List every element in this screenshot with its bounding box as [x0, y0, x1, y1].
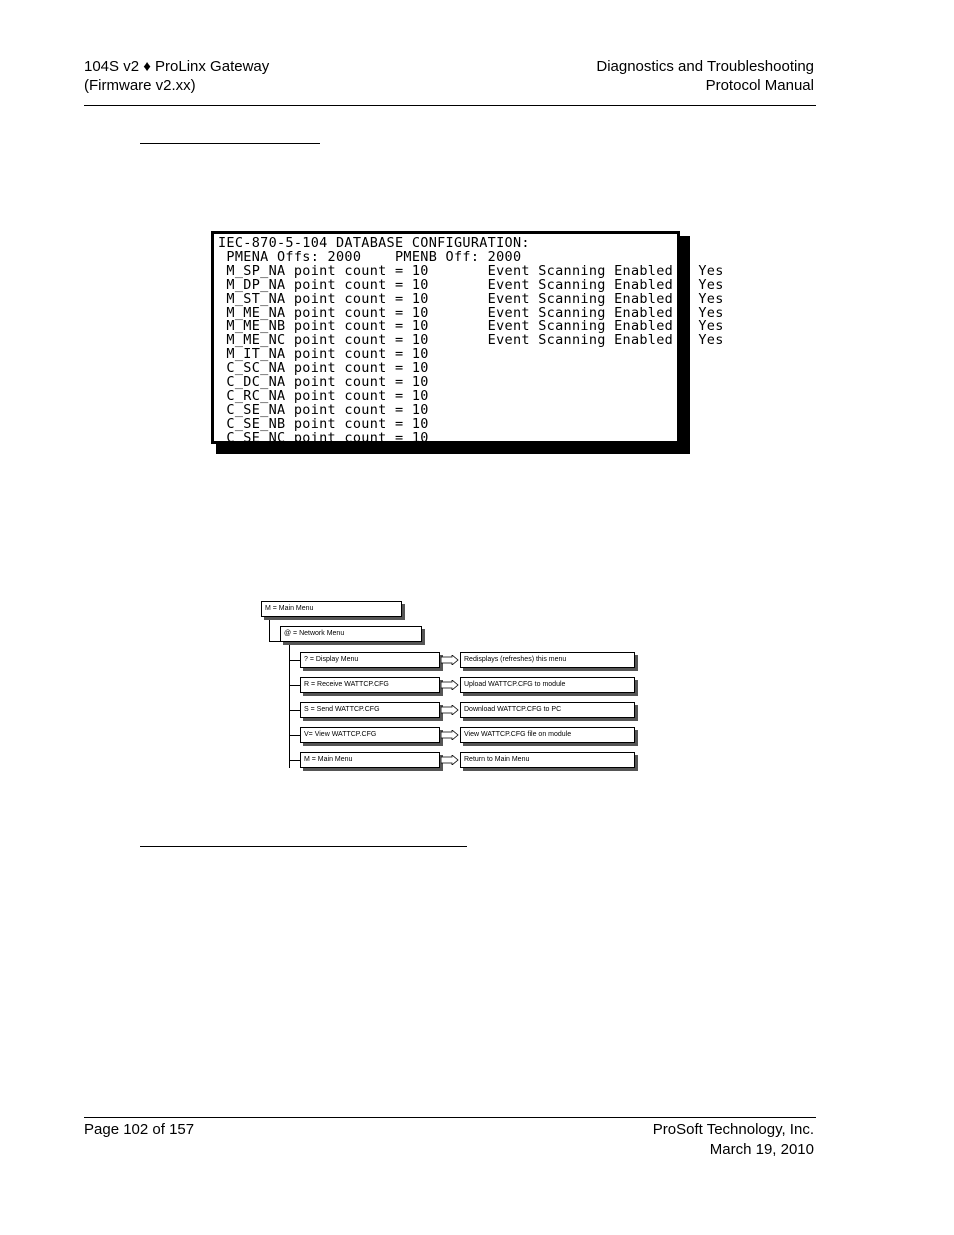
terminal-line: M_IT_NA point count = 10: [218, 346, 429, 363]
section-heading-underline-2: [140, 846, 467, 847]
menu-desc-label: Redisplays (refreshes) this menu: [464, 656, 567, 663]
menu-box-main: [261, 601, 402, 617]
menu-item-key: [300, 702, 440, 718]
header-right: [596, 57, 814, 95]
terminal-line: M_SP_NA point count = 10 Event Scanning Enabled : Yes: [218, 262, 724, 279]
menu-item-desc: [460, 752, 635, 768]
menu-key-label: M = Main Menu: [304, 756, 353, 763]
menu-key-label: V= View WATTCP.CFG: [304, 731, 377, 738]
footer-rule: [84, 1117, 816, 1118]
manual-title: Protocol Manual: [705, 77, 814, 94]
tree-connector: [289, 710, 300, 711]
header-left: [84, 57, 269, 95]
terminal-line: M_ME_NB point count = 10 Event Scanning Enabled : Yes: [218, 318, 724, 335]
menu-item-desc: [460, 727, 635, 743]
tree-connector: [289, 760, 300, 761]
terminal-line: IEC-870-5-104 DATABASE CONFIGURATION:: [218, 235, 530, 251]
tree-connector: [289, 685, 300, 686]
arrow-icon: [441, 655, 459, 665]
terminal-line: M_DP_NA point count = 10 Event Scanning Enabled : Yes: [218, 276, 724, 293]
menu-desc-label: Return to Main Menu: [464, 756, 530, 763]
firmware-version: (Firmware v2.xx): [84, 77, 196, 94]
terminal-line: M_ME_NA point count = 10 Event Scanning Enabled : Yes: [218, 304, 724, 321]
tree-connector: [289, 735, 300, 736]
database-configuration-terminal: [211, 231, 724, 446]
arrow-icon: [441, 680, 459, 690]
product-title: 104S v2 ♦ ProLinx Gateway: [84, 58, 270, 75]
terminal-line: C_SE_NA point count = 10: [218, 401, 429, 418]
company-name: ProSoft Technology, Inc.: [652, 1121, 814, 1138]
document-date: March 19, 2010: [709, 1141, 814, 1158]
menu-desc-label: Download WATTCP.CFG to PC: [464, 706, 562, 713]
terminal-line: C_SE_NB point count = 10: [218, 415, 429, 432]
terminal-line: PMENA Offs: 2000 PMENB Off: 2000: [218, 248, 522, 265]
menu-key-label: R = Receive WATTCP.CFG: [304, 681, 389, 688]
terminal-line: C_DC_NA point count = 10: [218, 374, 429, 391]
menu-desc-label: View WATTCP.CFG file on module: [464, 731, 572, 738]
terminal-line: C_SE_NC point count = 10: [218, 429, 429, 446]
menu-item-key: [300, 752, 440, 768]
tree-connector: [269, 616, 270, 642]
page-number: Page 102 of 157: [84, 1121, 195, 1138]
header-rule: [84, 105, 816, 106]
menu-key-label: S = Send WATTCP.CFG: [304, 706, 380, 713]
menu-item-key: [300, 677, 440, 693]
menu-item-key: [300, 727, 440, 743]
section-heading-underline-1: [140, 143, 320, 144]
terminal-line: C_SC_NA point count = 10: [218, 360, 429, 377]
menu-desc-label: Upload WATTCP.CFG to module: [464, 681, 566, 688]
arrow-icon: [441, 755, 459, 765]
footer-right: [653, 1120, 814, 1160]
section-title: Diagnostics and Troubleshooting: [596, 58, 814, 75]
menu-item-desc: [460, 677, 635, 693]
menu-item-desc: [460, 652, 635, 668]
menu-item-key: [300, 652, 440, 668]
arrow-icon: [441, 730, 459, 740]
menu-item-desc: [460, 702, 635, 718]
menu-key-label: ? = Display Menu: [304, 656, 359, 663]
menu-box-label: M = Main Menu: [265, 605, 314, 612]
terminal-line: M_ME_NC point count = 10 Event Scanning Enabled : Yes: [218, 332, 724, 349]
terminal-line: M_ST_NA point count = 10 Event Scanning Enabled : Yes: [218, 290, 724, 307]
terminal-line: C_RC_NA point count = 10: [218, 387, 429, 404]
menu-box-label: @ = Network Menu: [284, 630, 345, 637]
arrow-icon: [441, 705, 459, 715]
tree-connector: [289, 660, 300, 661]
menu-box-network: [280, 626, 422, 642]
